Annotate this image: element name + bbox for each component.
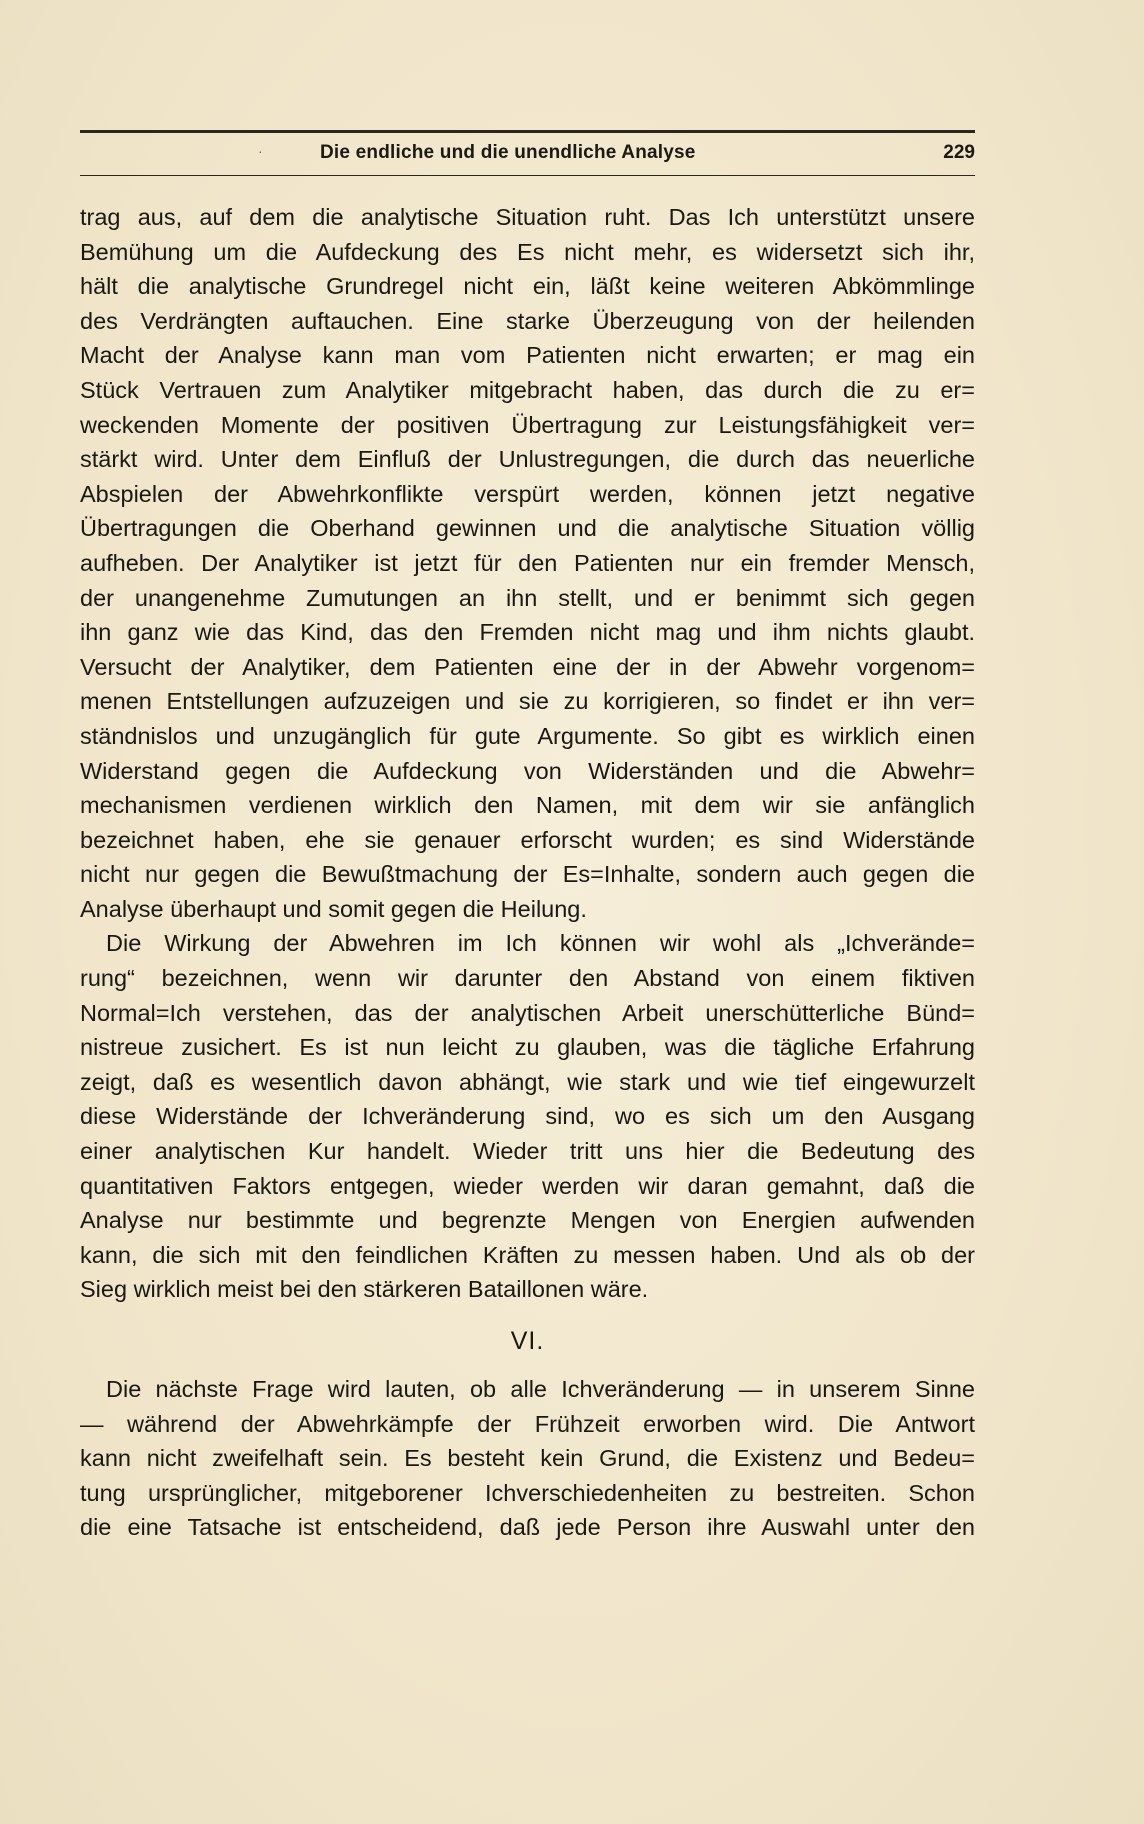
- text-line: ständnislos und unzugänglich für gute Argumente. So gibt es wirklich einen: [80, 722, 975, 749]
- paragraph-3: [80, 1372, 975, 1545]
- paragraph-2: [80, 926, 975, 1307]
- text-line: kann nicht zweifelhaft sein. Es besteht kein Grund, die Existenz und Bedeu=: [80, 1445, 975, 1472]
- text-line: tung ursprünglicher, mitgeborener Ichverschiedenheiten zu bestreiten. Schon: [80, 1479, 975, 1506]
- text-line: rung“ bezeichnen, wenn wir darunter den Abstand von einem fiktiven: [80, 965, 975, 992]
- text-line: trag aus, auf dem die analytische Situation ruht. Das Ich unterstützt unsere: [80, 204, 975, 230]
- text-line: Analyse nur bestimmte und begrenzte Mengen von Energien aufwenden: [80, 1207, 975, 1234]
- text-line: Übertragungen die Oberhand gewinnen und die analytische Situation völlig: [80, 515, 975, 542]
- text-line: weckenden Momente der positiven Übertragung zur Leistungsfähigkeit ver=: [80, 411, 975, 438]
- paragraph-1: [80, 200, 975, 926]
- text-line: — während der Abwehrkämpfe der Frühzeit erworben wird. Die Antwort: [80, 1410, 975, 1437]
- text-line: mechanismen verdienen wirklich den Namen, mit dem wir sie anfänglich: [80, 792, 975, 819]
- text-line: nistreue zusichert. Es ist nun leicht zu glauben, was die tägliche Erfahrung: [80, 1034, 975, 1061]
- text-line: Bemühung um die Aufdeckung des Es nicht mehr, es widersetzt sich ihr,: [80, 238, 975, 265]
- text-line: kann, die sich mit den feindlichen Kräften zu messen haben. Und als ob der: [80, 1241, 975, 1268]
- page-number: 229: [943, 142, 975, 163]
- text-line: Abspielen der Abwehrkonflikte verspürt werden, können jetzt negative: [80, 480, 975, 507]
- header-mark: ·: [258, 143, 263, 159]
- text-line: die eine Tatsache ist entscheidend, daß jede Person ihre Auswahl unter den: [80, 1514, 975, 1541]
- running-header: [80, 130, 975, 176]
- text-line: Widerstand gegen die Aufdeckung von Widerständen und die Abwehr=: [80, 757, 975, 784]
- text-line: aufheben. Der Analytiker ist jetzt für den Patienten nur ein fremder Mensch,: [80, 549, 975, 576]
- text-line: Sieg wirklich meist bei den stärkeren Bataillonen wäre.: [80, 1276, 649, 1303]
- text-line: der unangenehme Zumutungen an ihn stellt, und er benimmt sich gegen: [80, 584, 975, 611]
- main-text: [80, 200, 975, 1307]
- text-line: Die nächste Frage wird lauten, ob alle Ichveränderung — in unserem Sinne: [106, 1376, 975, 1402]
- text-line: Normal=Ich verstehen, das der analytischen Arbeit unerschütterliche Bünd=: [80, 999, 975, 1026]
- text-line: bezeichnet haben, ehe sie genauer erforscht wurden; es sind Widerstände: [80, 826, 975, 853]
- text-line: hält die analytische Grundregel nicht ein, läßt keine weiteren Abkömmlinge: [80, 273, 975, 300]
- text-line: Versucht der Analytiker, dem Patienten eine der in der Abwehr vorgenom=: [80, 653, 975, 680]
- text-line: Stück Vertrauen zum Analytiker mitgebracht haben, das durch die zu er=: [80, 376, 975, 403]
- text-line: ihn ganz wie das Kind, das den Fremden nicht mag und ihm nichts glaubt.: [80, 619, 975, 646]
- text-line: zeigt, daß es wesentlich davon abhängt, wie stark und wie tief eingewurzelt: [80, 1068, 975, 1095]
- section-heading: VI.: [510, 1327, 545, 1355]
- text-line: diese Widerstände der Ichveränderung sind, wo es sich um den Ausgang: [80, 1103, 975, 1130]
- section-text: [80, 1372, 975, 1545]
- text-line: menen Entstellungen aufzuzeigen und sie zu korrigieren, so findet er ihn ver=: [80, 688, 975, 715]
- text-line: Macht der Analyse kann man vom Patienten nicht erwarten; er mag ein: [80, 342, 975, 369]
- text-line: Die Wirkung der Abwehren im Ich können wir wohl als „Ichverände=: [106, 930, 975, 957]
- text-line: nicht nur gegen die Bewußtmachung der Es=Inhalte, sondern auch gegen die: [80, 861, 975, 888]
- text-line: Analyse überhaupt und somit gegen die Heilung.: [80, 895, 587, 922]
- text-line: einer analytischen Kur handelt. Wieder tritt uns hier die Bedeutung des: [80, 1138, 975, 1165]
- text-line: des Verdrängten auftauchen. Eine starke Überzeugung von der heilenden: [80, 307, 975, 334]
- text-line: stärkt wird. Unter dem Einfluß der Unlustregungen, die durch das neuerliche: [80, 446, 975, 473]
- text-line: quantitativen Faktors entgegen, wieder werden wir daran gemahnt, daß die: [80, 1172, 975, 1199]
- running-title: Die endliche und die unendliche Analyse: [320, 142, 696, 163]
